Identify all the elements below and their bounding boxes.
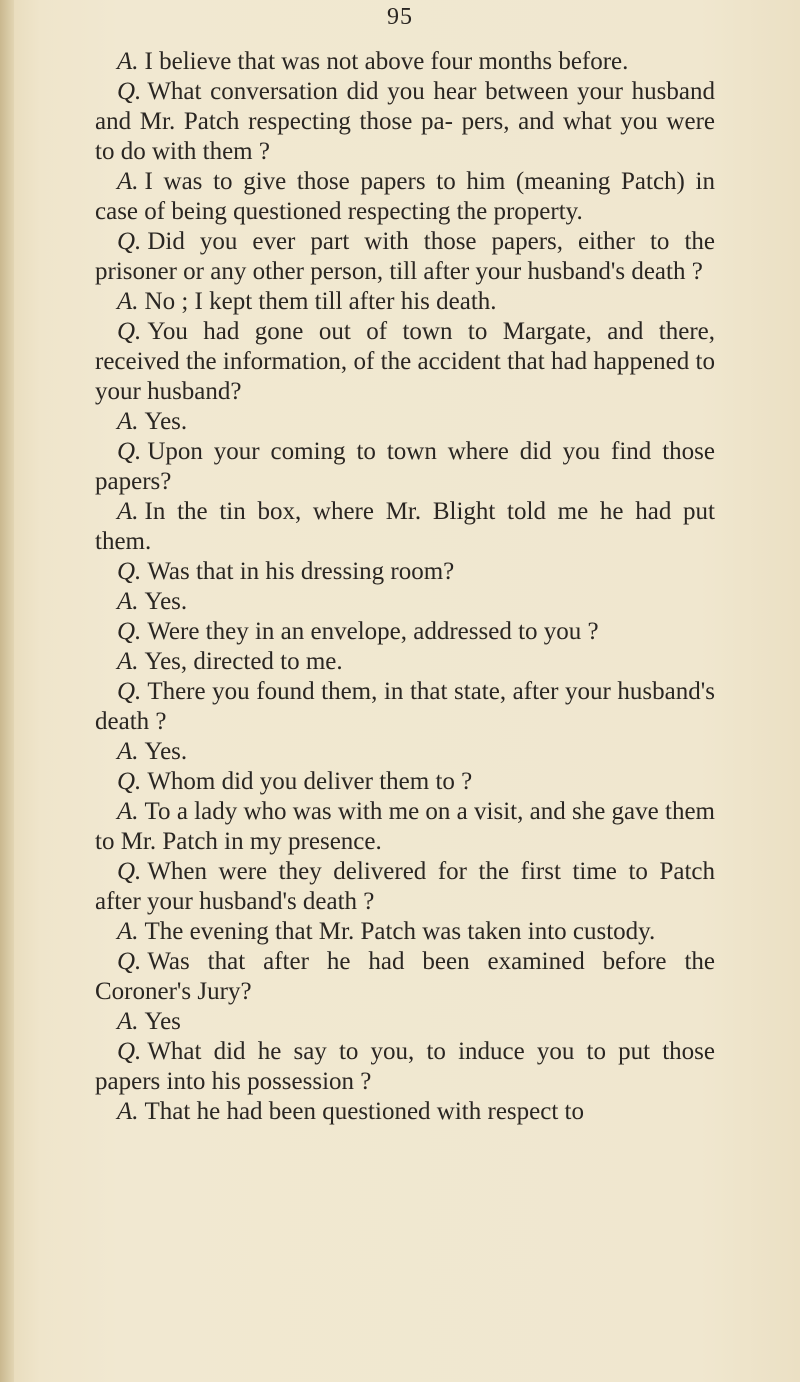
speaker-label: Q. (117, 318, 142, 345)
paragraph-text: Yes. (144, 408, 188, 435)
paragraph-text: When were they delivered for the first time to Patch after your husband's death ? (95, 858, 715, 915)
speaker-label: A. (117, 498, 139, 525)
paragraph-text: Was that after he had been examined before the Coroner's Jury? (95, 948, 715, 1005)
paragraph-text: Whom did you deliver them to ? (147, 768, 473, 795)
speaker-label: Q. (117, 618, 142, 645)
paragraph-text: Upon your coming to town where did you find those papers? (95, 438, 715, 495)
paragraph-3 (95, 167, 715, 227)
paragraph-12 (95, 617, 715, 647)
paragraph-9 (95, 497, 715, 557)
paragraph-10 (95, 557, 715, 587)
paragraph-text: You had gone out of town to Margate, and there, received the information, of the accident that had happened to your husband? (95, 318, 715, 405)
paragraph-11 (95, 587, 715, 617)
speaker-label: Q. (117, 1038, 142, 1065)
paragraph-23 (95, 1097, 715, 1127)
speaker-label: A. (117, 588, 139, 615)
paragraph-17 (95, 797, 715, 857)
speaker-label: A. (117, 168, 139, 195)
speaker-label: Q. (117, 948, 142, 975)
paragraph-2 (95, 77, 715, 167)
speaker-label: A. (117, 1008, 139, 1035)
speaker-label: Q. (117, 768, 142, 795)
paragraph-text: Yes (144, 1008, 181, 1035)
paragraph-14 (95, 677, 715, 737)
speaker-label: Q. (117, 78, 142, 105)
speaker-label: A. (117, 738, 139, 765)
paragraph-text: There you found them, in that state, after your husband's death ? (95, 678, 715, 735)
speaker-label: Q. (117, 228, 142, 255)
page-spine-shadow (0, 0, 14, 1382)
paragraph-text: The evening that Mr. Patch was taken into custody. (144, 918, 656, 945)
speaker-label: A. (117, 1098, 139, 1125)
paragraph-text: To a lady who was with me on a visit, and she gave them to Mr. Patch in my presence. (95, 798, 715, 855)
speaker-label: Q. (117, 678, 142, 705)
paragraph-21 (95, 1007, 715, 1037)
paragraph-4 (95, 227, 715, 287)
paragraph-text: What conversation did you hear between your husband and Mr. Patch respecting those pa- pers, and what you were to do with them ? (95, 78, 715, 165)
speaker-label: A. (117, 48, 139, 75)
paragraph-text: Yes. (144, 588, 188, 615)
paragraph-13 (95, 647, 715, 677)
paragraph-text: What did he say to you, to induce you to put those papers into his possession ? (95, 1038, 715, 1095)
speaker-label: Q. (117, 858, 142, 885)
paragraph-22 (95, 1037, 715, 1097)
speaker-label: A. (117, 648, 139, 675)
page-number: 95 (387, 4, 413, 30)
speaker-label: Q. (117, 438, 142, 465)
paragraph-1 (95, 47, 715, 77)
paragraph-7 (95, 407, 715, 437)
paragraph-text: That he had been questioned with respect to (144, 1098, 584, 1125)
transcript-text (95, 47, 715, 1127)
paragraph-19 (95, 917, 715, 947)
paragraph-8 (95, 437, 715, 497)
paragraph-6 (95, 317, 715, 407)
paragraph-5 (95, 287, 715, 317)
speaker-label: A. (117, 408, 139, 435)
paragraph-text: I believe that was not above four months before. (144, 48, 629, 75)
paragraph-16 (95, 767, 715, 797)
paragraph-text: Was that in his dressing room? (147, 558, 455, 585)
paragraph-text: Yes. (144, 738, 188, 765)
paragraph-18 (95, 857, 715, 917)
paragraph-text: Yes, directed to me. (144, 648, 343, 675)
speaker-label: A. (117, 798, 139, 825)
speaker-label: A. (117, 918, 139, 945)
paragraph-text: I was to give those papers to him (meaning Patch) in case of being questioned respecting the property. (95, 168, 715, 225)
paragraph-text: Were they in an envelope, addressed to you ? (147, 618, 599, 645)
speaker-label: Q. (117, 558, 142, 585)
speaker-label: A. (117, 288, 139, 315)
paragraph-text: In the tin box, where Mr. Blight told me he had put them. (95, 498, 715, 555)
paragraph-text: No ; I kept them till after his death. (144, 288, 497, 315)
paragraph-20 (95, 947, 715, 1007)
paragraph-15 (95, 737, 715, 767)
paragraph-text: Did you ever part with those papers, either to the prisoner or any other person, till after your husband's death ? (95, 228, 715, 285)
